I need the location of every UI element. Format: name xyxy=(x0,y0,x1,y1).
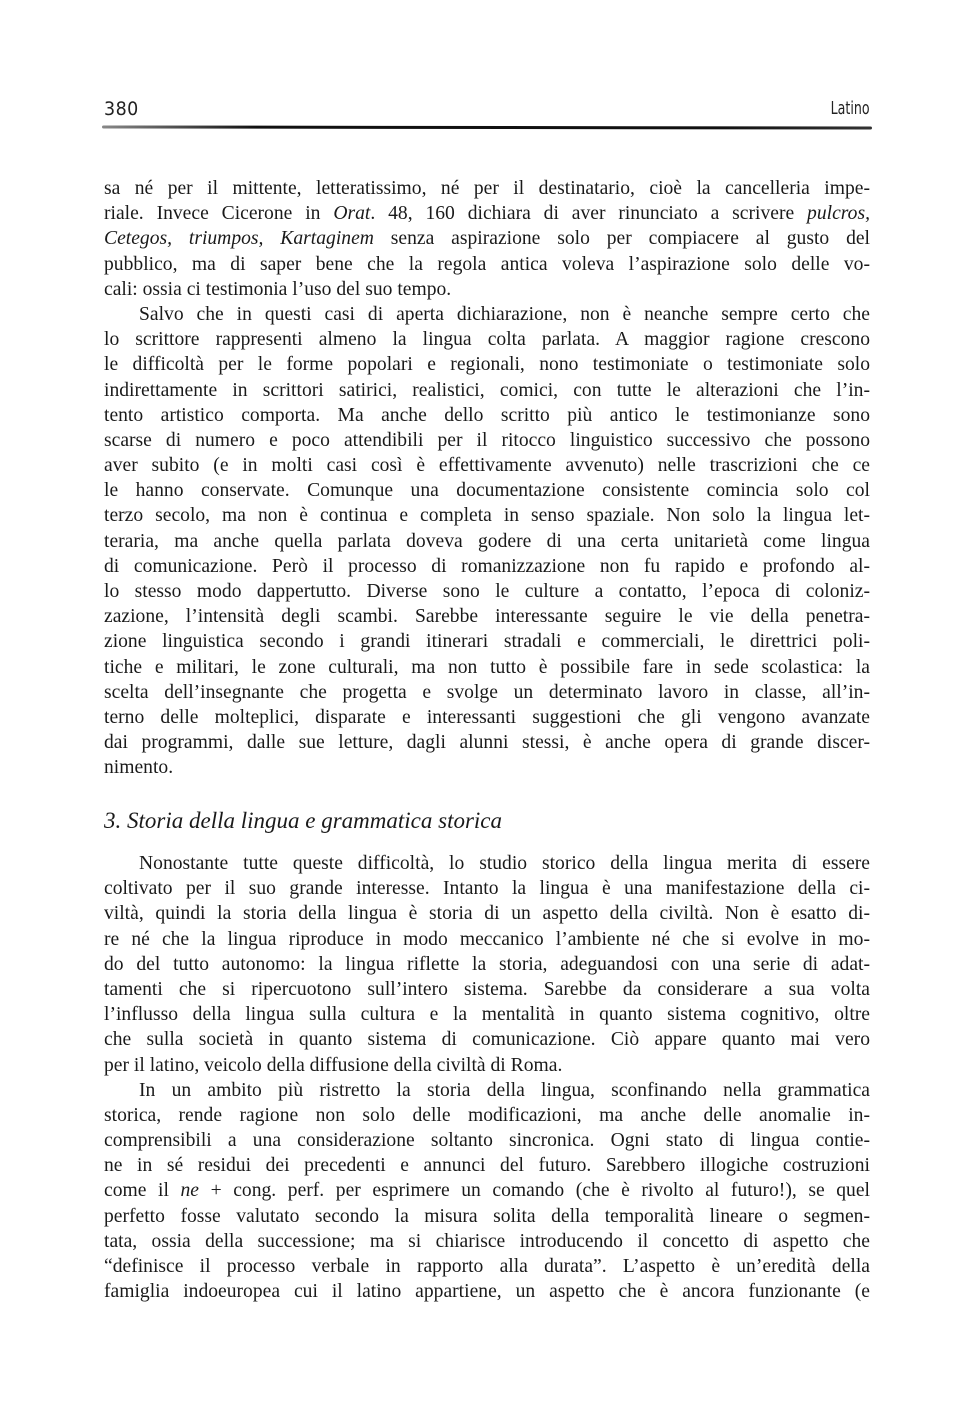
text-line: lo stesso modo dappertutto. Diverse sono le culture a contatto, l’epoca di coloniz- xyxy=(104,581,870,602)
paragraph-first-line: In un ambito più ristretto la storia della lingua, sconfinando nella grammatica xyxy=(139,1079,870,1101)
text-line: famiglia indoeuropea cui il latino appartiene, un aspetto che è ancora funzionante (e xyxy=(104,1281,870,1303)
text-line: zione linguistica secondo i grandi itinerari stradali e commerciali, le direttrici poli- xyxy=(104,631,870,653)
text-line: aver subito (e in molti casi così è effettivamente avvenuto) nelle trascrizioni che ce xyxy=(104,455,870,477)
text-line: Cetegos, triumpos, Kartaginem senza aspirazione solo per compiacere al gusto del xyxy=(104,228,871,250)
text-line: coltivato per il suo grande interesse. Intanto la lingua è una manifestazione della ci- xyxy=(104,878,870,900)
text-line: le difficoltà per le forme popolari e regionali, nono testimoniate o testimoniate solo xyxy=(104,354,870,376)
page-number: 380 xyxy=(104,98,139,120)
text-line: l’influsso della lingua sulla cultura e la mentalità in quanto sistema cognitivo, oltre xyxy=(104,1004,870,1026)
running-title: Latino xyxy=(831,98,870,119)
text-line: “definisce il processo verbale in rapporto alla durata”. L’aspetto è un’eredità della xyxy=(104,1256,870,1277)
text-line: terzo secolo, ma non è continua e completa in senso spaziale. Non solo la lingua let- xyxy=(104,505,870,527)
text-line: che sulla società in quanto sistema di comunicazione. Ciò appare quanto mai vero xyxy=(104,1029,870,1051)
text-line: di comunicazione. Però il processo di romanizzazione non fu rapido e profondo al- xyxy=(104,555,870,577)
paragraph-end-line: cali: ossia ci testimonia l’uso del suo tempo. xyxy=(104,278,452,300)
text-line: scelta dell’insegnante che progetta e svolge un determinato lavoro in classe, all’in- xyxy=(104,681,870,703)
text-line: scarse di numero e poco attendibili per il ritocco linguistico successivo che possono xyxy=(104,429,870,451)
text-line: perfetto fosse valutato secondo la misura solita della temporalità lineare o segmen- xyxy=(104,1205,870,1227)
text-line: tiche e militari, le zone culturali, ma non tutto è possibile fare in sede scolastica: la xyxy=(104,656,870,678)
text-line: comprensibili a una considerazione soltanto sincronica. Ogni stato di lingua contie- xyxy=(104,1130,870,1152)
body-text-block-2 xyxy=(104,851,870,1304)
body-text-block-1 xyxy=(104,176,870,781)
italic-latin-words: Cetegos, triumpos, Kartaginem xyxy=(104,228,374,250)
italic-citation: Orat xyxy=(333,203,371,225)
text-line: viltà, quindi la storia della lingua è storia di un aspetto della civiltà. Non è esatto di- xyxy=(104,903,870,925)
paragraph-first-line: Nonostante tutte queste difficoltà, lo studio storico della lingua merita di essere xyxy=(139,853,870,874)
paragraph-end-line: per il latino, veicolo della diffusione della civiltà di Roma. xyxy=(104,1054,563,1076)
text-line: re né che la lingua riproduce in modo meccanico l’ambiente né che si evolve in mo- xyxy=(104,928,870,950)
header-rule xyxy=(102,125,872,129)
text-line: storica, rende ragione non solo delle modificazioni, ma anche delle anomalie in- xyxy=(104,1104,870,1126)
text-line: teraria, ma anche quella parlata doveva godere di una certa unitarietà come lingua xyxy=(104,530,870,552)
text-line: tata, ossia della successione; ma si chiarisce introducendo il concetto di aspetto che xyxy=(104,1230,870,1252)
section-heading: 3. Storia della lingua e grammatica storica xyxy=(104,808,503,833)
text-line: le hanno conservate. Comunque una documentazione consistente comincia solo col xyxy=(104,480,870,502)
text-line: dai programmi, dalle sue letture, dagli alunni stessi, è anche opera di grande discer- xyxy=(104,732,870,754)
text-line: riale. Invece Cicerone in Orat. 48, 160 dichiara di aver rinunciato a scrivere pulcros, xyxy=(104,203,870,225)
page-header xyxy=(104,98,870,128)
italic-latin-particle: ne xyxy=(180,1180,199,1202)
text-line: zazione, l’intensità degli scambi. Sarebbe interessante seguire le vie della penetra- xyxy=(104,606,870,628)
text-line: ne in sé residui dei precedenti e annunci del futuro. Sarebbero illogiche costruzioni xyxy=(104,1155,870,1177)
text-line: lo scrittore rappresenti almeno la lingua colta parlata. A maggior ragione crescono xyxy=(104,329,870,351)
text-line: do del tutto autonomo: la lingua riflette la storia, adeguandosi con una serie di adat- xyxy=(104,953,870,975)
text-line: tento artistico comporta. Ma anche dello scritto più antico le testimonianze sono xyxy=(104,404,870,426)
text-line: sa né per il mittente, letteratissimo, né per il destinatario, cioè la cancelleria impe- xyxy=(104,178,870,199)
paragraph-first-line: Salvo che in questi casi di aperta dichiarazione, non è neanche sempre certo che xyxy=(139,303,870,325)
text-line: come il ne + cong. perf. per esprimere un comando (che è rivolto al futuro!), se quel xyxy=(104,1180,870,1202)
paragraph-end-line: nimento. xyxy=(104,757,174,779)
text-line: terno delle molteplici, disparate e interessanti suggestioni che gli vengono avanzate xyxy=(104,706,870,728)
text-line: indirettamente in scrittori satirici, realistici, comici, con tutte le alterazioni che l’in- xyxy=(104,379,870,401)
text-line: tamenti che si ripercuotono sull’intero sistema. Sarebbe da considerare a sua volta xyxy=(104,978,870,1000)
italic-latin-word: pulcros, xyxy=(807,203,870,225)
text-line: pubblico, ma di saper bene che la regola antica voleva l’aspirazione solo delle vo- xyxy=(104,253,870,275)
